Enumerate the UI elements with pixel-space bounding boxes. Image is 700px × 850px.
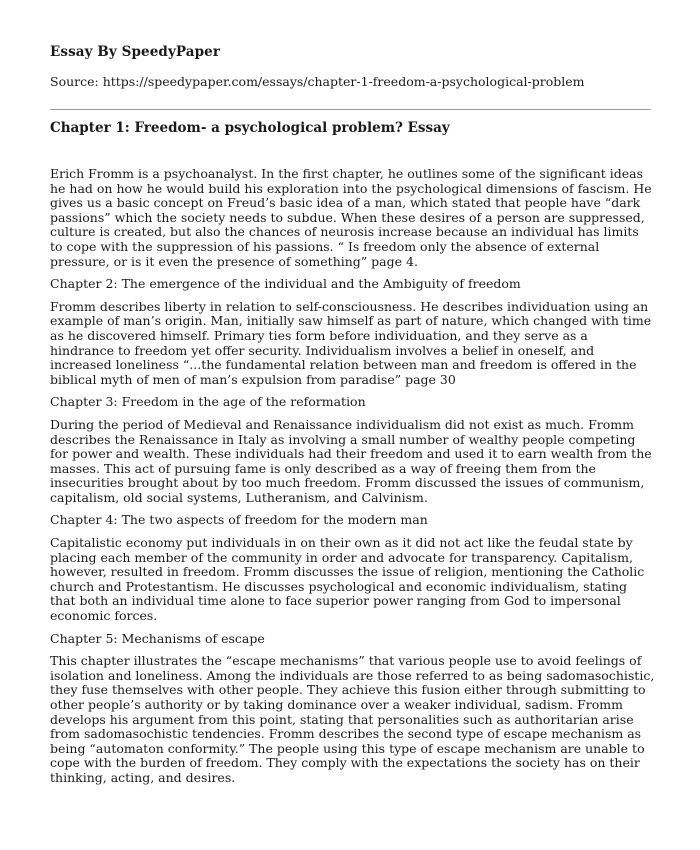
chapter-4-paragraph: Capitalistic economy put individuals in on their own as it did not act like the feudal state by placing each member of the community in order and advocate for transparency. Capitalism, however, resulted in freedom. Fromm discusses the issue of religion, mentioning the Catholic church and Protestantism. He discusses psychological and economic individualism, stating that both an individual time alone to face superior power ranging from God to impersonal economic forces. [50, 535, 645, 624]
divider [50, 109, 651, 110]
chapter-3-heading: Chapter 3: Freedom in the age of the reformation [50, 394, 366, 410]
chapter-3-paragraph: During the period of Medieval and Renaissance individualism did not exist as much. Fromm describes the Renaissance in Italy as involving a small number of wealthy people competing for power and wealth. These individuals had their freedom and used it to earn wealth from the masses. This act of pursuing fame is only described as a way of freeing them from the insecurities brought about by too much freedom. Fromm discussed the issues of communism, capitalism, old social systems, Lutheranism, and Calvinism. [50, 416, 652, 505]
chapter-2-heading: Chapter 2: The emergence of the individual and the Ambiguity of freedom [50, 276, 521, 292]
essay-title: Chapter 1: Freedom- a psychological problem? Essay [50, 120, 450, 136]
chapter-4-heading: Chapter 4: The two aspects of freedom for the modern man [50, 512, 428, 528]
source-line: Source: https://speedypaper.com/essays/chapter-1-freedom-a-psychological-problem [50, 74, 585, 89]
essay-by-heading: Essay By SpeedyPaper [50, 44, 221, 60]
essay-body [50, 167, 655, 794]
chapter-5-heading: Chapter 5: Mechanisms of escape [50, 630, 265, 646]
intro-paragraph: Erich Fromm is a psychoanalyst. In the first chapter, he outlines some of the significant ideas he had on how he would build his exploration into the psychological dimensions of fascism. He gives us a basic concept on Freud’s basic idea of a man, which stated that people have “dark passions” which the society needs to subdue. When these desires of a person are suppressed, culture is created, but also the chances of neurosis increase because an individual has limits to cope with the suppression of his passions. “ Is freedom only the absence of external pressure, or is it even the presence of something” page 4. [50, 166, 652, 269]
chapter-2-paragraph: Fromm describes liberty in relation to self-consciousness. He describes individuation using an example of man’s origin. Man, initially saw himself as part of nature, which changed with time as he discovered himself. Primary ties form before individuation, and they serve as a hindrance to freedom yet offer security. Individualism involves a belief in oneself, and increased loneliness “...the fundamental relation between man and freedom is offered in the biblical myth of men of man’s expulsion from paradise” page 30 [50, 298, 652, 387]
chapter-5-paragraph: This chapter illustrates the “escape mechanisms” that various people use to avoid feelings of isolation and loneliness. Among the individuals are those referred to as being sadomasochistic, they fuse themselves with other people. They achieve this fusion either through submitting to other people’s authority or by taking dominance over a weaker individual, sadism. Fromm develops his argument from this point, stating that personalities such as authoritarian arise from sadomasochistic tendencies. Fromm describes the second type of escape mechanism as being “automaton conformity.” The people using this type of escape mechanism are unable to cope with the burden of freedom. They comply with the expectations the society has on their thinking, acting, and desires. [50, 653, 655, 785]
